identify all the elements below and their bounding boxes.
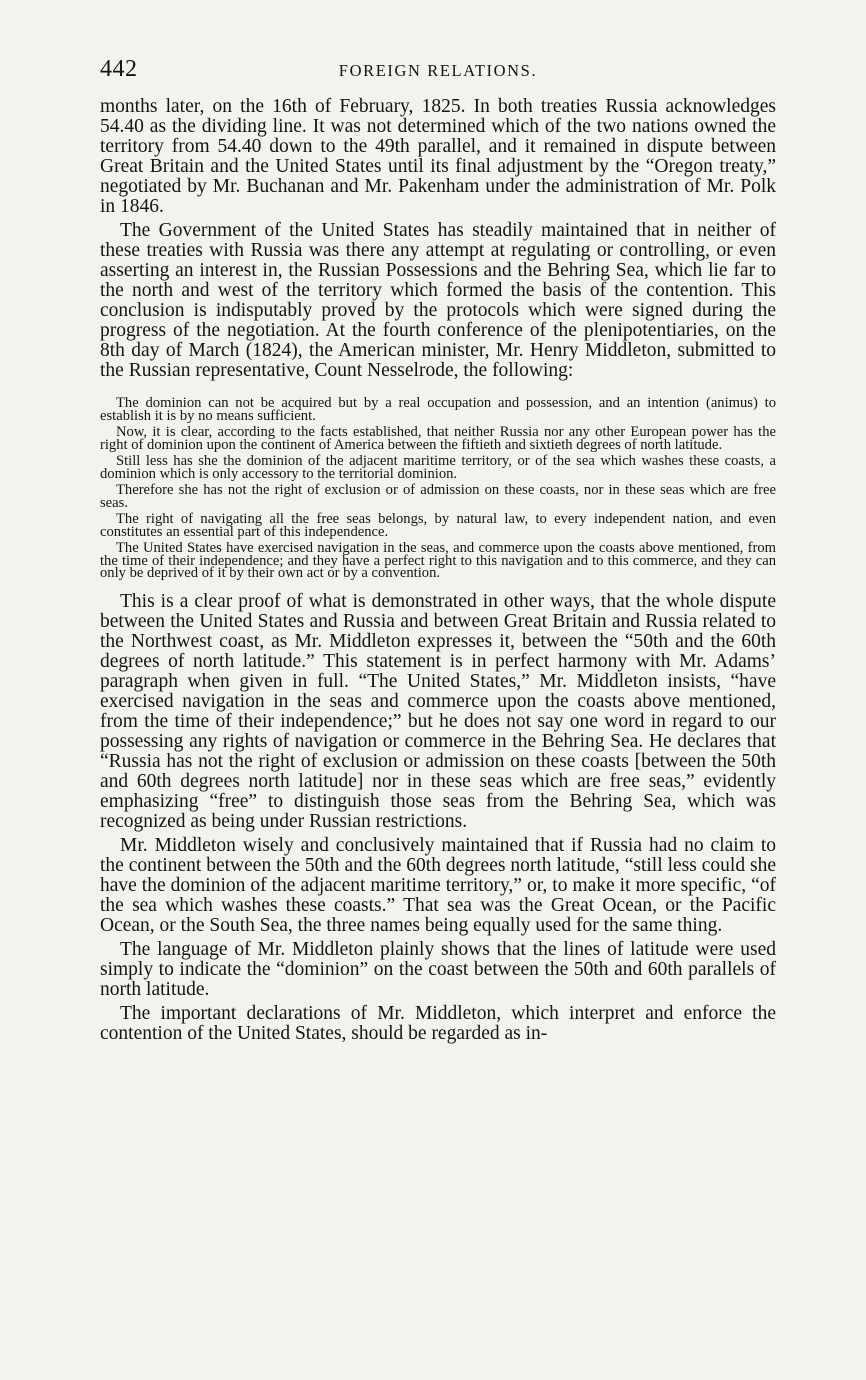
quote-paragraph: Now, it is clear, according to the facts established, that neither Russia nor any other European power has the right of dominion upon the continent of America between the fiftieth and sixtieth degrees of north latitude.	[100, 424, 776, 453]
page-number: 442	[100, 56, 138, 82]
quote-paragraph: Still less has she the dominion of the adjacent maritime territory, or of the sea which washes these coasts, a dominion which is only accessory to the territorial dominion.	[100, 453, 776, 482]
quote-paragraph: The dominion can not be acquired but by a real occupation and possession, and an intention (animus) to establish it is by no means sufficient.	[100, 395, 776, 424]
paragraph: The important declarations of Mr. Middleton, which interpret and enforce the contention of the United States, should be regarded as in-	[100, 1002, 776, 1044]
page-header	[100, 56, 776, 86]
paragraph: months later, on the 16th of February, 1825. In both treaties Russia acknowledges 54.40 as the dividing line. It was not determined which of the two nations owned the territory from 54.40 down to the 49th parallel, and it remained in dispute between Great Britain and the United States until its final adjustment by the “Oregon treaty,” negotiated by Mr. Buchanan and Mr. Pakenham under the administration of Mr. Polk in 1846.	[100, 96, 776, 217]
quote-paragraph: The United States have exercised navigation in the seas, and commerce upon the coasts above mentioned, from the time of their independence; and they have a perfect right to this navigation and to this commerce, and they can only be deprived of it by their own act or by a convention.	[100, 540, 776, 581]
quote-paragraph: The right of navigating all the free seas belongs, by natural law, to every independent nation, and even constitutes an essential part of this independence.	[100, 511, 776, 540]
paragraph: This is a clear proof of what is demonstrated in other ways, that the whole dispute between the United States and Russia and between Great Britain and Russia related to the Northwest coast, as Mr. Middleton expresses it, between the “50th and the 60th degrees of north latitude.” This statement is in perfect harmony with Mr. Adams’ paragraph when given in full. “The United States,” Mr. Middleton insists, “have exercised navigation in the seas and commerce upon the coasts above mentioned, from the time of their independence;” but he does not say one word in regard to our possessing any rights of navigation or commerce in the Behring Sea. He declares that “Russia has not the right of exclusion or admission on these coasts [between the 50th and 60th degrees north latitude] nor in these seas which are free seas,” evidently emphasizing “free” to distinguish those seas from the Behring Sea, which was recognized as being under Russian restrictions.	[100, 590, 776, 832]
page-body	[100, 97, 776, 1044]
paragraph: The language of Mr. Middleton plainly shows that the lines of latitude were used simply to indicate the “dominion” on the coast between the 50th and 60th parallels of north latitude.	[100, 938, 776, 1000]
quote-paragraph: Therefore she has not the right of exclusion or of admission on these coasts, nor in these seas which are free seas.	[100, 482, 776, 511]
block-quote	[100, 397, 776, 580]
paragraph: Mr. Middleton wisely and conclusively maintained that if Russia had no claim to the continent between the 50th and the 60th degrees north latitude, “still less could she have the dominion of the adjacent maritime territory,” or, to make it more specific, “of the sea which washes these coasts.” That sea was the Great Ocean, or the Pacific Ocean, or the South Sea, the three names being equally used for the same thing.	[100, 834, 776, 936]
paragraph: The Government of the United States has steadily maintained that in neither of these treaties with Russia was there any attempt at regulating or controlling, or even asserting an interest in, the Russian Possessions and the Behring Sea, which lie far to the north and west of the territory which formed the basis of the contention. This conclusion is indisputably proved by the protocols which were signed during the progress of the negotiation. At the fourth conference of the plenipotentiaries, on the 8th day of March (1824), the American minister, Mr. Henry Middleton, submitted to the Russian representative, Count Nesselrode, the following:	[100, 220, 776, 381]
running-title: FOREIGN RELATIONS.	[338, 61, 538, 80]
